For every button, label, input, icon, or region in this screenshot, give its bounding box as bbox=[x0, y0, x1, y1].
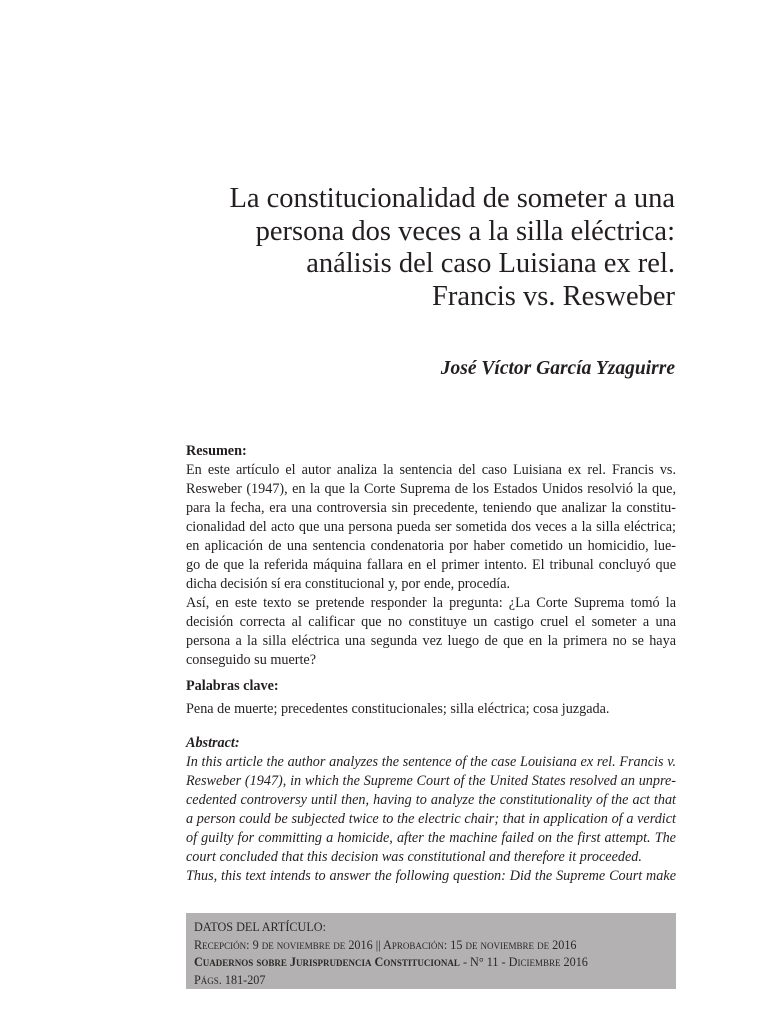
abstract-line: Thus, this text intends to answer the following question: Did the Supreme Court make bbox=[186, 868, 676, 884]
abstract-heading: Abstract: bbox=[186, 735, 240, 751]
resumen-heading: Resumen: bbox=[186, 443, 247, 459]
journal-info bbox=[194, 954, 668, 972]
resumen-section bbox=[186, 442, 676, 670]
title-line: análisis del caso Luisiana ex rel. bbox=[306, 248, 675, 279]
resumen-line: Así, en este texto se pretende responder la pregunta: ¿La Corte Suprema tomó la bbox=[186, 595, 676, 611]
resumen-line: conseguido su muerte? bbox=[186, 652, 317, 668]
resumen-line: decisión correcta al calificar que no constituye un castigo cruel el someter a una bbox=[186, 614, 676, 630]
title-line: La constitucionalidad de someter a una bbox=[229, 183, 675, 214]
resumen-line: persona a la silla eléctrica una segunda vez luego de que en la primera no se haya bbox=[186, 633, 676, 649]
title-line: persona dos veces a la silla eléctrica: bbox=[255, 215, 675, 247]
abstract-line: a person could be subjected twice to the electric chair; that in application of a verdict bbox=[186, 811, 676, 827]
title-line: Francis vs. Resweber bbox=[432, 280, 675, 312]
abstract-section bbox=[186, 734, 676, 886]
palabras-clave-section bbox=[186, 677, 676, 719]
article-data-heading: DATOS DEL ARTÍCULO: bbox=[194, 920, 326, 934]
resumen-line: En este artículo el autor analiza la sentencia del caso Luisiana ex rel. Francis vs. bbox=[186, 462, 676, 478]
abstract-line: court concluded that this decision was constitutional and therefore it proceeded. bbox=[186, 849, 642, 865]
abstract-line: of guilty for committing a homicide, after the machine failed on the first attempt. The bbox=[186, 830, 676, 846]
palabras-clave-text: Pena de muerte; precedentes constitucionales; silla eléctrica; cosa juzgada. bbox=[186, 701, 610, 717]
resumen-line: en aplicación de una sentencia condenatoria por haber cometido un homicidio, lue- bbox=[186, 538, 676, 554]
resumen-line: go de que la referida máquina fallara en el primer intento. El tribunal concluyó que bbox=[186, 557, 676, 573]
article-data-box bbox=[186, 913, 676, 989]
article-title bbox=[155, 183, 675, 313]
abstract-line: In this article the author analyzes the sentence of the case Louisiana ex rel. Francis v. bbox=[186, 754, 676, 770]
resumen-line: Resweber (1947), en la que la Corte Suprema de los Estados Unidos resolvió la que, bbox=[186, 481, 676, 497]
journal-name: Cuadernos sobre Jurisprudencia Constitucional bbox=[194, 955, 460, 969]
resumen-line: dicha decisión sí era constitucional y, por ende, procedía. bbox=[186, 576, 511, 592]
abstract-line: Resweber (1947), in which the Supreme Court of the United States resolved an unpre- bbox=[186, 773, 676, 789]
resumen-line: para la fecha, era una controversia sin precedente, teniendo que analizar la constitu- bbox=[186, 500, 676, 516]
abstract-line: cedented controversy until then, having to analyze the constitutionality of the act that bbox=[186, 792, 676, 808]
resumen-line: cionalidad del acto que una persona pueda ser sometida dos veces a la silla eléctrica; bbox=[186, 519, 676, 535]
journal-issue: - N° 11 - Diciembre 2016 bbox=[459, 955, 588, 969]
palabras-clave-heading: Palabras clave: bbox=[186, 678, 279, 694]
article-dates: Recepción: 9 de noviembre de 2016 || Aprobación: 15 de noviembre de 2016 bbox=[194, 937, 577, 952]
author-name: José Víctor García Yzaguirre bbox=[440, 358, 675, 379]
article-pages: Págs. 181-207 bbox=[194, 972, 266, 987]
